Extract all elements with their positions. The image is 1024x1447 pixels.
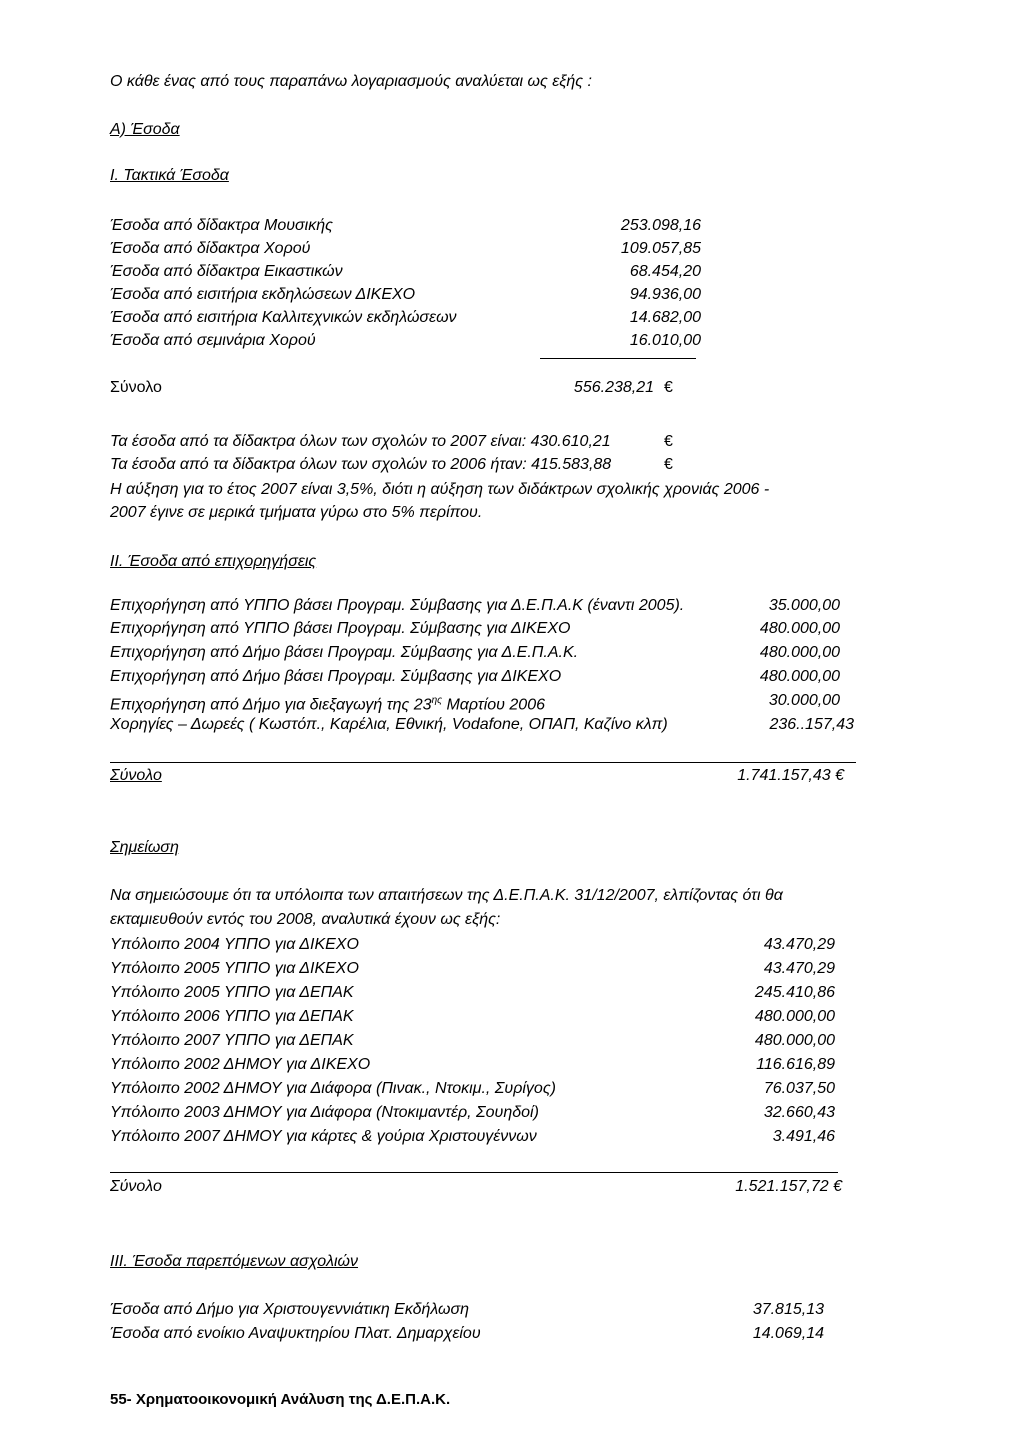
section-1-heading: Ι. Τακτικά Έσοδα bbox=[110, 167, 229, 184]
sec2-row-value: 30.000,00 bbox=[768, 692, 840, 709]
sec2-row-value: 480.000,00 bbox=[759, 620, 840, 637]
sec1-row-label: Έσοδα από δίδακτρα Μουσικής bbox=[110, 217, 333, 234]
sec2-row-value: 480.000,00 bbox=[759, 644, 840, 661]
sec2-row-label: Επιχορήγηση από Δήμο βάσει Προγραμ. Σύμβασης για Δ.Ε.Π.Α.Κ. bbox=[110, 644, 579, 661]
sec2-row-label: Χορηγίες – Δωρεές ( Κωστόπ., Καρέλια, Εθνική, Vodafone, ΟΠΑΠ, Καζίνο κλπ) bbox=[110, 716, 668, 733]
euro-sign: € bbox=[664, 379, 673, 396]
note-row-value: 43.470,29 bbox=[763, 936, 835, 953]
sec2-row-label: Επιχορήγηση από Δήμο βάσει Προγραμ. Σύμβασης για ΔΙΚΕΧΟ bbox=[110, 668, 562, 685]
note-heading: Σημείωση bbox=[110, 839, 179, 856]
euro-sign: € bbox=[664, 456, 673, 473]
sec2-total-label: Σύνολο bbox=[110, 767, 162, 784]
note-2006-tuition: Τα έσοδα από τα δίδακτρα όλων των σχολών το 2006 ήταν: 415.583,88 bbox=[110, 456, 612, 473]
sec2-row-label: Επιχορήγηση από ΥΠΠΟ βάσει Προγραμ. Σύμβασης για Δ.Ε.Π.Α.Κ (έναντι 2005). bbox=[110, 597, 685, 614]
note-row-value: 3.491,46 bbox=[772, 1128, 835, 1145]
sec3-row-label: Έσοδα από ενοίκιο Αναψυκτηρίου Πλατ. Δημαρχείου bbox=[110, 1325, 481, 1342]
ordinal-suffix: ης bbox=[431, 695, 442, 706]
sec1-row-label: Έσοδα από εισιτήρια εκδηλώσεων ΔΙΚΕΧΟ bbox=[110, 286, 416, 303]
section-3-heading: ΙΙΙ. Έσοδα παρεπόμενων ασχολιών bbox=[110, 1253, 359, 1270]
note-row-label: Υπόλοιπο 2005 ΥΠΠΟ για ΔΕΠΑΚ bbox=[110, 984, 354, 1001]
note-intro-line1: Να σημειώσουμε ότι τα υπόλοιπα των απαιτήσεων της Δ.Ε.Π.Α.Κ. 31/12/2007, ελπίζοντας ότι θα bbox=[110, 887, 783, 904]
sec2-row-value: 35.000,00 bbox=[768, 597, 840, 614]
sec1-row-label: Έσοδα από δίδακτρα Εικαστικών bbox=[110, 263, 343, 280]
note-row-value: 480.000,00 bbox=[754, 1008, 835, 1025]
sec1-row-value: 68.454,20 bbox=[629, 263, 701, 280]
note-row-label: Υπόλοιπο 2004 ΥΠΠΟ για ΔΙΚΕΧΟ bbox=[110, 936, 359, 953]
note-row-label: Υπόλοιπο 2002 ΔΗΜΟΥ για Διάφορα (Πινακ., Ντοκιμ., Συρίγος) bbox=[110, 1080, 556, 1097]
sec3-row-value: 14.069,14 bbox=[752, 1325, 824, 1342]
label-text: Επιχορήγηση από Δήμο για διεξαγωγή της 23 bbox=[110, 696, 432, 714]
note-increase-line1: Η αύξηση για το έτος 2007 είναι 3,5%, διότι η αύξηση των διδάκτρων σχολικής χρονιάς 2006 - bbox=[110, 481, 770, 498]
label-text: Μαρτίου 2006 bbox=[442, 696, 545, 714]
note-row-label: Υπόλοιπο 2007 ΥΠΠΟ για ΔΕΠΑΚ bbox=[110, 1032, 354, 1049]
sec1-row-label: Έσοδα από σεμινάρια Χορού bbox=[110, 332, 316, 349]
note-total-value: 1.521.157,72 € bbox=[735, 1178, 842, 1195]
note-total-rule bbox=[110, 1172, 838, 1173]
euro-sign: € bbox=[664, 433, 673, 450]
note-row-label: Υπόλοιπο 2003 ΔΗΜΟΥ για Διάφορα (Ντοκιμαντέρ, Σουηδοί) bbox=[110, 1104, 539, 1121]
sec2-row-value: 480.000,00 bbox=[759, 668, 840, 685]
note-row-value: 43.470,29 bbox=[763, 960, 835, 977]
note-increase-line2: 2007 έγινε σε μερικά τμήματα γύρω στο 5% περίπου. bbox=[110, 504, 483, 521]
sec1-row-value: 109.057,85 bbox=[620, 240, 701, 257]
sec1-row-label: Έσοδα από εισιτήρια Καλλιτεχνικών εκδηλώσεων bbox=[110, 309, 457, 326]
sec1-row-label: Έσοδα από δίδακτρα Χορού bbox=[110, 240, 311, 257]
sec3-row-value: 37.815,13 bbox=[752, 1301, 824, 1318]
sec1-total-label: Σύνολο bbox=[110, 379, 162, 396]
note-row-label: Υπόλοιπο 2007 ΔΗΜΟΥ για κάρτες & γούρια Χριστουγέννων bbox=[110, 1128, 537, 1145]
sec1-row-value: 94.936,00 bbox=[629, 286, 701, 303]
note-total-label: Σύνολο bbox=[110, 1178, 162, 1195]
note-row-value: 245.410,86 bbox=[754, 984, 835, 1001]
sec1-row-value: 253.098,16 bbox=[620, 217, 701, 234]
sec2-total-rule bbox=[110, 762, 856, 763]
note-row-value: 116.616,89 bbox=[756, 1056, 835, 1073]
sec1-row-value: 14.682,00 bbox=[629, 309, 701, 326]
sec2-total-value: 1.741.157,43 € bbox=[737, 767, 844, 784]
note-row-value: 32.660,43 bbox=[763, 1104, 835, 1121]
sec1-row-value: 16.010,00 bbox=[629, 332, 701, 349]
page-footer: 55- Χρηματοοικονομική Ανάλυση της Δ.Ε.Π.Α.Κ. bbox=[110, 1391, 451, 1408]
section-2-heading: ΙΙ. Έσοδα από επιχορηγήσεις bbox=[110, 553, 317, 570]
note-intro-line2: εκταμιευθούν εντός του 2008, αναλυτικά έχουν ως εξής: bbox=[110, 911, 501, 928]
note-row-label: Υπόλοιπο 2006 ΥΠΠΟ για ΔΕΠΑΚ bbox=[110, 1008, 354, 1025]
section-a-heading: Α) Έσοδα bbox=[110, 121, 180, 138]
note-row-label: Υπόλοιπο 2002 ΔΗΜΟΥ για ΔΙΚΕΧΟ bbox=[110, 1056, 371, 1073]
sec3-row-label: Έσοδα από Δήμο για Χριστουγεννιάτικη Εκδήλωση bbox=[110, 1301, 470, 1318]
note-row-value: 480.000,00 bbox=[754, 1032, 835, 1049]
note-2007-tuition: Τα έσοδα από τα δίδακτρα όλων των σχολών το 2007 είναι: 430.610,21 bbox=[110, 433, 611, 450]
note-row-value: 76.037,50 bbox=[763, 1080, 835, 1097]
sec2-row-label: Επιχορήγηση από ΥΠΠΟ βάσει Προγραμ. Σύμβασης για ΔΙΚΕΧΟ bbox=[110, 620, 571, 637]
sec2-row-value: 236..157,43 bbox=[769, 716, 854, 733]
sec1-total-value: 556.238,21 bbox=[573, 379, 654, 396]
sec2-row-label bbox=[110, 691, 545, 715]
note-row-label: Υπόλοιπο 2005 ΥΠΠΟ για ΔΙΚΕΧΟ bbox=[110, 960, 359, 977]
sec1-total-rule bbox=[540, 358, 696, 359]
intro-text: Ο κάθε ένας από τους παραπάνω λογαριασμούς αναλύεται ως εξής : bbox=[110, 73, 592, 90]
